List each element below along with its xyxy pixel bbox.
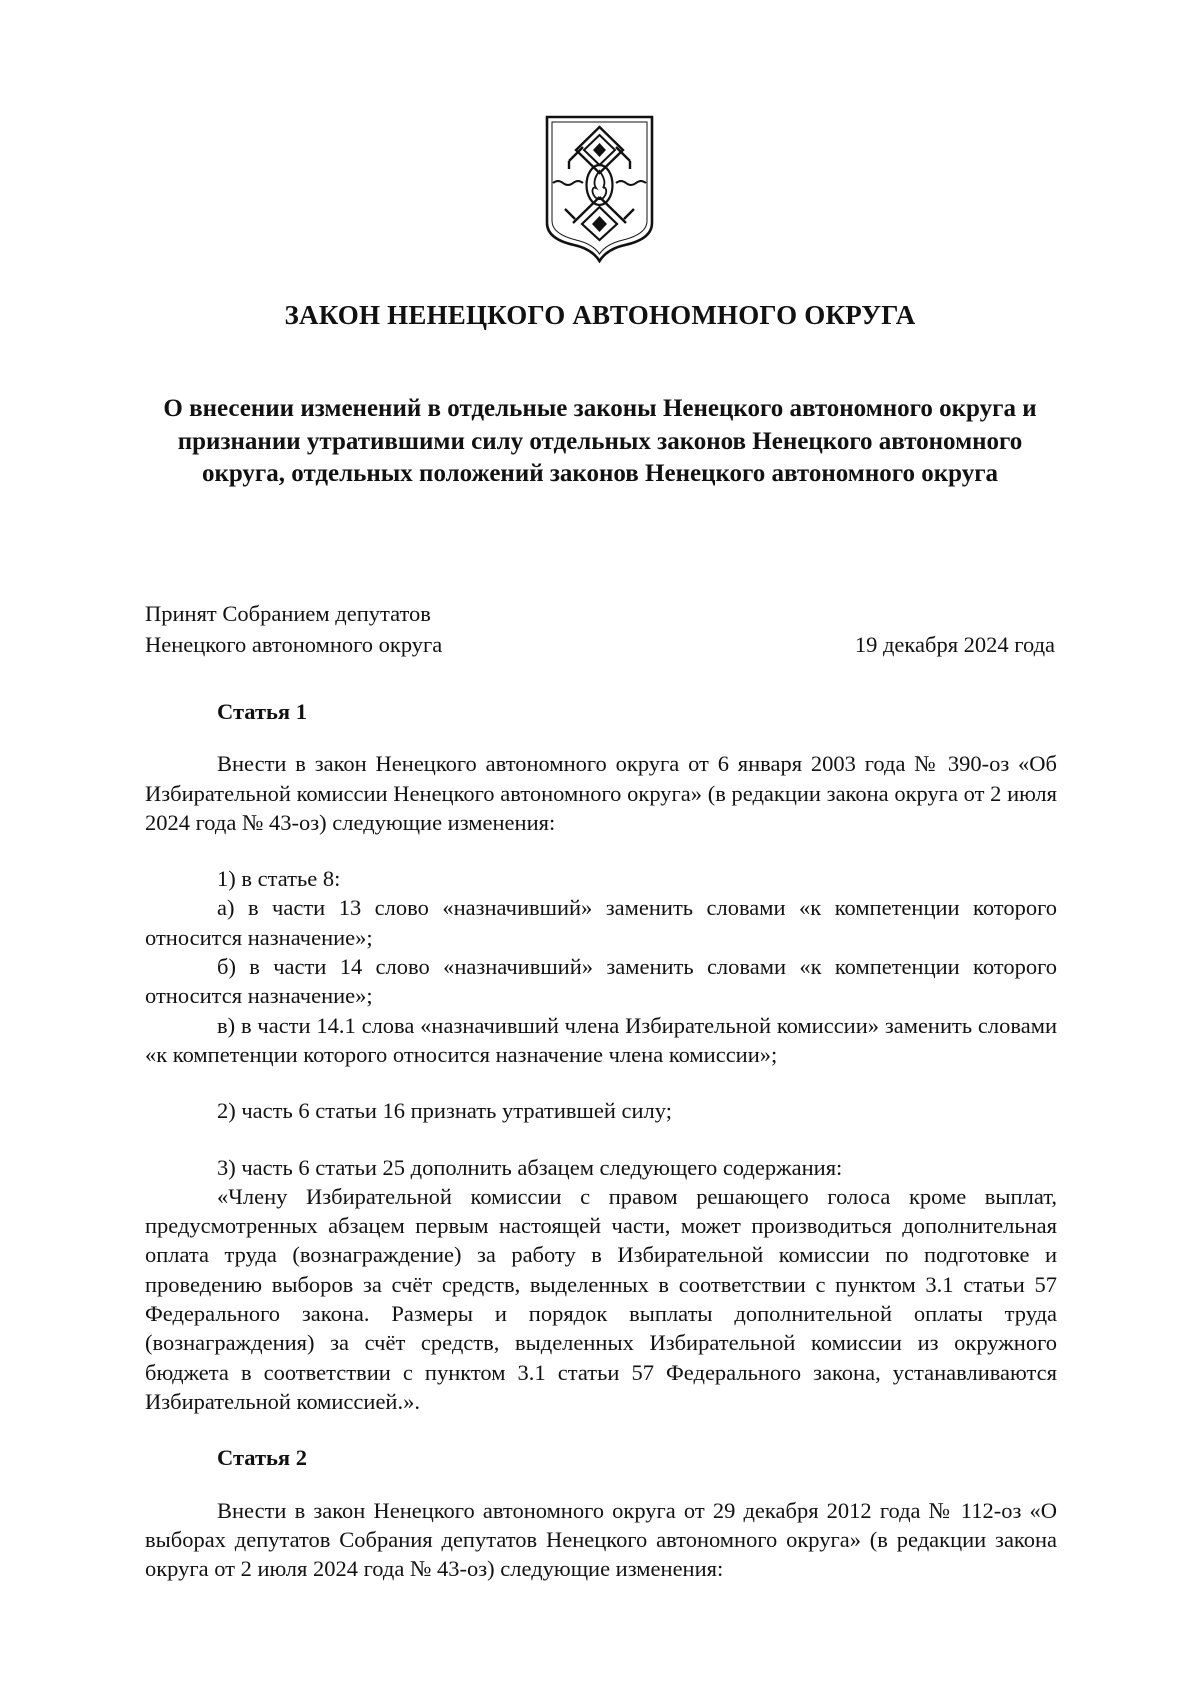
adopted-line-2: Ненецкого автономного округа — [145, 632, 443, 657]
article-1-intro: Внести в закон Ненецкого автономного округа от 6 января 2003 года № 390-оз «Об Избирательной комиссии Ненецкого автономного округа» (в редакции закона округа от 2 июля 2024 года № 43-оз) следующие изменения: — [145, 751, 1057, 835]
article-1-item-1: 1) в статье 8: — [217, 866, 341, 892]
adoption-block — [145, 598, 1055, 660]
adoption-date: 19 декабря 2024 года — [854, 632, 1055, 657]
document-subtitle: О внесении изменений в отдельные законы Ненецкого автономного округа и признании утратившими силу отдельных законов Ненецкого автономного округа, отдельных положений законов Ненецкого автономного округа — [163, 395, 1037, 487]
article-1-item-1b: б) в части 14 слово «назначивший» заменить словами «к компетенции которого относится назначение»; — [145, 954, 1057, 1009]
article-1-item-1c: в) в части 14.1 слова «назначивший члена Избирательной комиссии» заменить словами «к компетенции которого относится назначение члена комиссии»; — [145, 1012, 1057, 1067]
article-1-item-3: 3) часть 6 статьи 25 дополнить абзацем следующего содержания: — [217, 1154, 843, 1180]
article-1-heading: Статья 1 — [217, 699, 307, 724]
article-2-intro: Внести в закон Ненецкого автономного округа от 29 декабря 2012 года № 112-оз «О выборах депутатов Собрания депутатов Ненецкого автономного округа» (в редакции закона округа от 2 июля 2024 года № 43-оз) следующие изменения: — [145, 1497, 1057, 1582]
article-2-heading: Статья 2 — [217, 1445, 307, 1471]
adopted-line-1: Принят Собранием депутатов — [145, 601, 431, 626]
document-body — [145, 697, 1057, 1583]
article-1-item-3-text: «Члену Избирательной комиссии с правом решающего голоса кроме выплат, предусмотренных абзацем первым настоящей части, может производиться дополнительная оплата труда (вознаграждение) за работу в Избирательной комиссии по подготовке и проведению выборов за счёт средств, выделенных в соответствии с пунктом 3.1 статьи 57 Федерального закона. Размеры и порядок выплаты дополнительной оплаты труда (вознаграждения) за счёт средств, выделенных Избирательной комиссии из окружного бюджета в соответствии с пунктом 3.1 статьи 57 Федерального закона, устанавливаются Избирательной комиссией.». — [145, 1183, 1057, 1414]
document-title: ЗАКОН НЕНЕЦКОГО АВТОНОМНОГО ОКРУГА — [284, 300, 916, 330]
article-1-item-2: 2) часть 6 статьи 16 признать утратившей силу; — [217, 1098, 672, 1124]
coat-of-arms-icon — [543, 113, 656, 263]
article-1-item-1a: а) в части 13 слово «назначивший» заменить словами «к компетенции которого относится назначение»; — [145, 895, 1057, 950]
